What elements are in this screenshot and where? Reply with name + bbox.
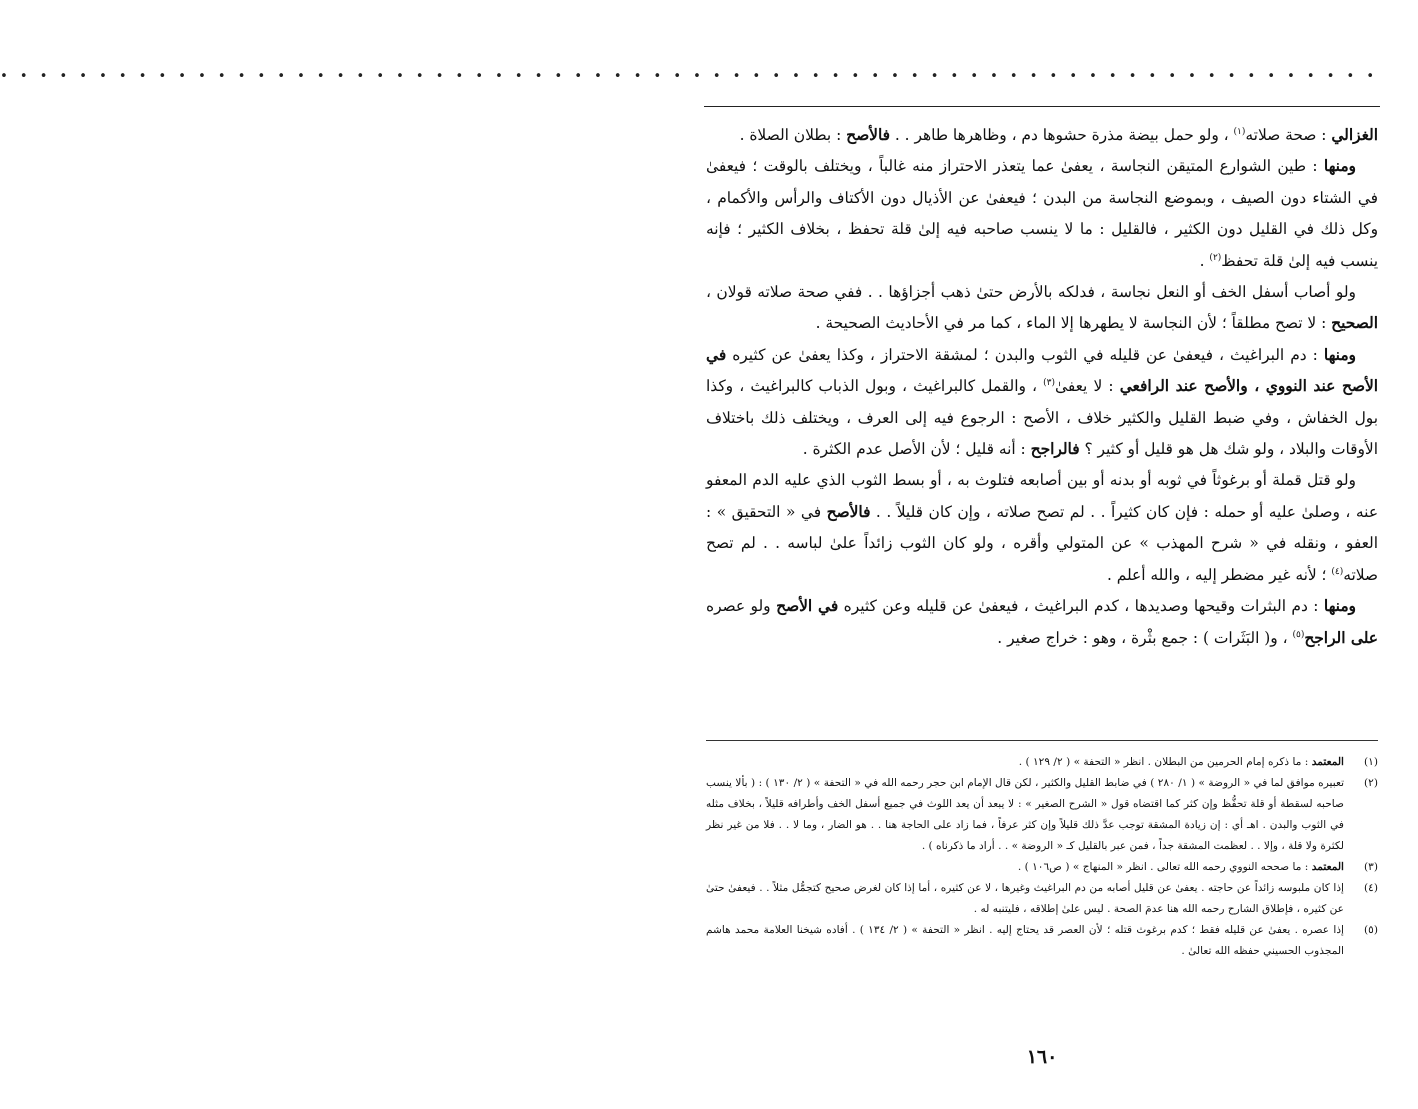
paragraph-2 [706,151,1378,277]
footnote-term: المعتمد [1311,861,1344,873]
header-rule [704,106,1380,107]
footnote-number: (٤) [1364,882,1378,894]
paragraph-6 [706,591,1378,654]
footnote-ref-2[interactable]: (٢) [1209,252,1222,263]
footnote-5 [706,920,1378,962]
footnote-rule [706,740,1378,741]
text-span: : ما صححه النووي رحمه الله تعالى . انظر « المنهاج » ( ص١٠٦ ) . [1017,861,1312,873]
footnote-text [706,752,1344,773]
text-span: ولو أصاب أسفل الخف أو النعل نجاسة ، فدلكه بالأرض حتىٰ ذهب أجزاؤها . . ففي صحة صلاته قولان ، [706,283,1356,302]
text-span: ، والقمل كالبراغيث ، وبول الذباب كالبراغيث ، وكذا بول الخفاش ، وفي ضبط القليل والكثير خلاف ، الأصح : الرجوع فيه إلى العرف ، ويختلف ذلك باختلاف الأوقات والبلاد ، ولو شك هل هو قليل أو كثير ؟ [706,377,1378,459]
footnotes [706,752,1378,962]
footnote-text [706,878,1344,920]
paragraph-5 [706,465,1378,591]
term-asah: فالأصح [846,126,890,144]
footnote-1 [706,752,1378,773]
main-text [706,120,1378,654]
term-minha: ومنها [1323,597,1356,616]
text-span: ، و( البَثَرات ) : جمع بثْرة ، وهو : خراج صغير . [997,628,1293,647]
text-span: ، ولو حمل بيضة مذرة حشوها دم ، وظاهرها طاهر . . [890,126,1234,144]
text-span: : ما ذكره إمام الحرمين من البطلان . انظر « التحفة » ( ٢/ ١٢٩ ) . [1018,756,1312,768]
term-sahih: الصحيح [1331,314,1378,333]
footnote-text [706,920,1344,962]
footnote-ref-1[interactable]: (١) [1233,126,1246,137]
term-ala-rajih: على الراجح [1304,628,1378,647]
footnote-3 [706,857,1378,878]
footnote-number: (٣) [1364,861,1378,873]
text-span: : أنه قليل ؛ لأن الأصل عدم الكثرة . [802,440,1031,459]
text-span: تعبيره موافق لما في « الروضة » ( ١/ ٢٨٠ ) في ضابط القليل والكثير ، لكن قال الإمام ابن حجر رحمه الله في « التحفة » ( ٢/ ١٣٠ ) : ( بألا ينسب صاحبه لسقطة أو قلة تحفُّظ وإن كثر كما اقتضاه قول « الشرح الصغير » : لا يبعد أن يعد اللوث في جميع أسفل الخف وأطرافه قليلاً ، بخلاف مثله في الثوب والبدن . اهـ أي : إن زيادة المشقة توجب عدَّ ذلك قليلاً وإن كثر عرفاً ، فما زاد على الحاجة هنا . . هو الضار ، وما لا . . فلا من غير نظر لكثرة ولا قلة ، وإلا . . لعظمت المشقة جداً ، فمن عبر بالقليل كـ « الروضة » . . أراد ما ذكرناه ) . [706,777,1345,852]
text-span: ولو قتل قملة أو برغوثاً في ثوبه أو بدنه أو بين أصابعه فتلوث به ، أو بسط الثوب الذي عليه الدم المعفو عنه ، وصلىٰ عليه أو حمله : فإن كان كثيراً . . لم تصح صلاته ، وإن كان قليلاً . . [706,471,1378,521]
term-minha: ومنها [1323,157,1356,176]
text-span: : صحة صلاته [1245,126,1332,144]
text-span: : دم البراغيث ، فيعفىٰ عن قليله في الثوب والبدن ؛ لمشقة الاحتراز ، وكذا يعفىٰ عن كثيره [726,345,1324,364]
text-span: : لا تصح مطلقاً ؛ لأن النجاسة لا يطهرها إلا الماء ، كما مر في الأحاديث الصحيحة . [815,314,1332,333]
text-span: إذا عصره . يعفىٰ عن قليله فقط ؛ كدم برغوث قتله ؛ لأن العصر قد يحتاج إليه . انظر « التحفة » ( ٢/ ١٣٤ ) . أفاده شيخنا العلامة محمد هاشم المجذوب الحسيني حفظه الله تعالىٰ . [706,924,1344,957]
term-ghazali: الغزالي [1331,126,1378,144]
term-rajih: فالراجح [1030,440,1080,459]
footnote-ref-4[interactable]: (٤) [1331,566,1344,577]
footnote-ref-3[interactable]: (٣) [1043,378,1056,389]
term-asah: فالأصح [826,502,871,521]
paragraph-1 [706,120,1378,151]
footnote-term: المعتمد [1311,756,1344,768]
text-span: : بطلان الصلاة . [739,126,847,144]
term-minha: ومنها [1323,345,1356,364]
ornamental-dots: • • • • • • • • • • • • • • • • • • • • • • • • • • • • • • • • • • • • • • • • • • • • • • • • • • • • • • • • • • • • • • • • • • • • • • [0,69,1378,84]
term-fil-asah: في الأصح [776,597,839,616]
text-span: إذا كان ملبوسه زائداً عن حاجته . يعفىٰ عن قليل أصابه من دم البراغيث وغيرها ، لا عن كثيره ، أما إذا كان لغرض صحيح كتجمُّل مثلاً . . فيعفىٰ حتىٰ عن كثيره ، فإطلاق الشارح رحمه الله هنا عدمَ الصحة . ليس علىٰ إطلاقه ، فليتنبه له . [706,882,1344,915]
text-span: ؛ لأنه غير مضطر إليه ، والله أعلم . [1106,565,1332,584]
page-number: ١٦٠ [1026,1046,1058,1068]
text-span: : طين الشوارع المتيقن النجاسة ، يعفىٰ عما يتعذر الاحتراز منه غالباً ، ويختلف بالوقت ؛ فيعفىٰ في الشتاء دون الصيف ، وبموضع النجاسة من البدن ؛ فيعفىٰ عن الأذيال دون الأكتاف والرأس والأكمام ، وكل ذلك في القليل دون الكثير ، فالقليل : ما لا ينسب صاحبه فيه إلىٰ قلة تحفظ ، بخلاف الكثير ؛ فإنه ينسب فيه إلىٰ قلة تحفظ [706,157,1378,270]
paragraph-4 [706,340,1378,466]
footnote-ref-5[interactable]: (٥) [1292,629,1305,640]
footnote-text [706,857,1344,878]
text-span: : دم البثرات وقيحها وصديدها ، كدم البراغيث ، فيعفىٰ عن قليله وعن كثيره [838,597,1324,616]
text-span: ولو عصره [706,597,777,616]
text-span: : لا يعفىٰ [1055,377,1120,396]
footnote-4 [706,878,1378,920]
footnote-number: (٥) [1364,924,1378,936]
term-asah-nawawi-rafii: في الأصح عند النووي ، والأصح عند الرافعي [706,345,1378,396]
footnote-number: (١) [1364,756,1378,768]
footnote-2 [706,773,1378,857]
text-span: . [1199,251,1210,270]
paragraph-3 [706,277,1378,340]
footnote-number: (٢) [1364,777,1378,789]
text-span: في « التحقيق » : العفو ، ونقله في « شرح المهذب » عن المتولي وأقره ، ولو كان الثوب زائداً علىٰ لباسه . . لم تصح صلاته [706,502,1378,584]
footnote-text [706,773,1344,857]
